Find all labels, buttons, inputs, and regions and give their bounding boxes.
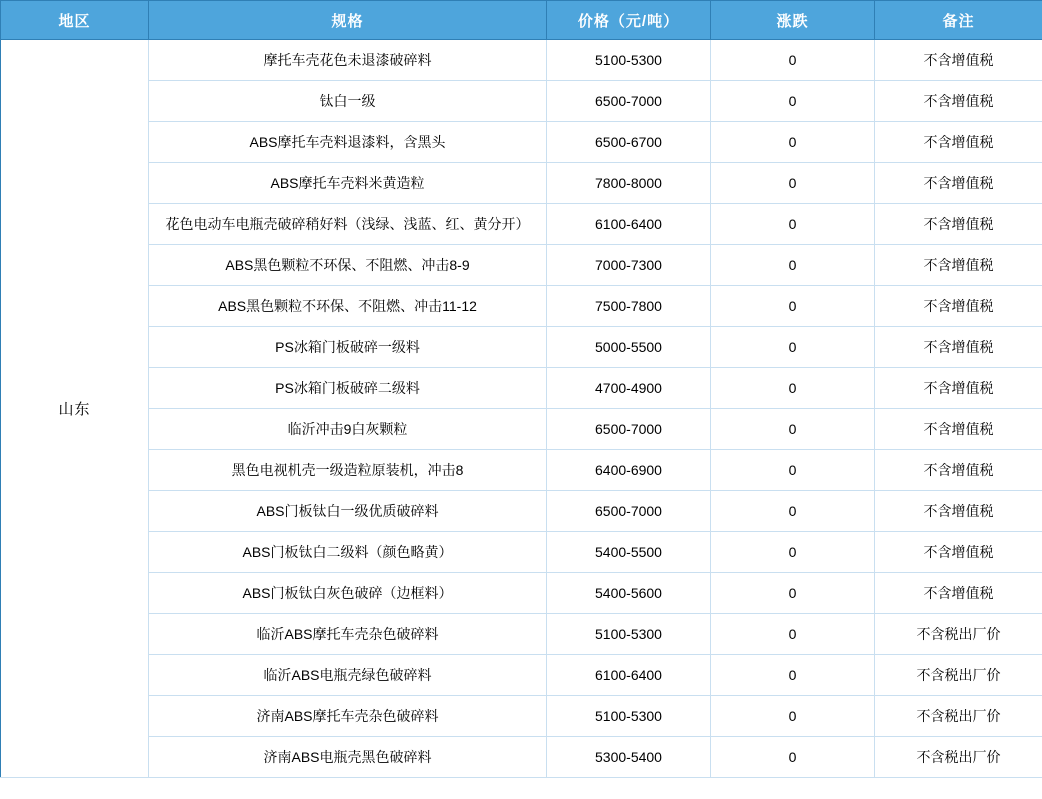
- spec-cell: 钛白一级: [149, 81, 547, 122]
- table-row: [1, 409, 1042, 450]
- note-cell: 不含增值税: [875, 245, 1042, 286]
- change-cell: 0: [711, 163, 875, 204]
- change-cell: 0: [711, 204, 875, 245]
- note-cell: 不含税出厂价: [875, 614, 1042, 655]
- change-cell: 0: [711, 81, 875, 122]
- note-cell: 不含增值税: [875, 122, 1042, 163]
- change-cell: 0: [711, 409, 875, 450]
- spec-cell: ABS门板钛白二级料（颜色略黄）: [149, 532, 547, 573]
- price-cell: 6500-7000: [547, 491, 711, 532]
- change-cell: 0: [711, 286, 875, 327]
- spec-cell: PS冰箱门板破碎二级料: [149, 368, 547, 409]
- change-cell: 0: [711, 655, 875, 696]
- table-row: [1, 204, 1042, 245]
- table-header: [1, 1, 1042, 40]
- change-cell: 0: [711, 450, 875, 491]
- price-cell: 5300-5400: [547, 737, 711, 778]
- change-cell: 0: [711, 368, 875, 409]
- change-cell: 0: [711, 573, 875, 614]
- column-header-spec: 规格: [149, 1, 547, 40]
- price-cell: 7800-8000: [547, 163, 711, 204]
- price-cell: 7000-7300: [547, 245, 711, 286]
- table-row: [1, 696, 1042, 737]
- spec-cell: 济南ABS摩托车壳杂色破碎料: [149, 696, 547, 737]
- table-row: [1, 245, 1042, 286]
- spec-cell: 摩托车壳花色未退漆破碎料: [149, 40, 547, 81]
- price-cell: 6500-7000: [547, 409, 711, 450]
- note-cell: 不含增值税: [875, 327, 1042, 368]
- price-cell: 6500-6700: [547, 122, 711, 163]
- change-cell: 0: [711, 122, 875, 163]
- change-cell: 0: [711, 532, 875, 573]
- spec-cell: 临沂ABS电瓶壳绿色破碎料: [149, 655, 547, 696]
- region-cell: 山东: [1, 40, 149, 778]
- note-cell: 不含增值税: [875, 532, 1042, 573]
- price-cell: 5400-5500: [547, 532, 711, 573]
- table-row: [1, 81, 1042, 122]
- table-row: [1, 286, 1042, 327]
- table-row: [1, 737, 1042, 778]
- change-cell: 0: [711, 614, 875, 655]
- price-cell: 5400-5600: [547, 573, 711, 614]
- change-cell: 0: [711, 491, 875, 532]
- price-cell: 5100-5300: [547, 40, 711, 81]
- table-row: [1, 614, 1042, 655]
- note-cell: 不含税出厂价: [875, 696, 1042, 737]
- table-row: [1, 573, 1042, 614]
- change-cell: 0: [711, 696, 875, 737]
- change-cell: 0: [711, 737, 875, 778]
- note-cell: 不含增值税: [875, 450, 1042, 491]
- price-cell: 5100-5300: [547, 696, 711, 737]
- price-cell: 6100-6400: [547, 655, 711, 696]
- price-cell: 6500-7000: [547, 81, 711, 122]
- note-cell: 不含增值税: [875, 163, 1042, 204]
- table-row: [1, 655, 1042, 696]
- note-cell: 不含增值税: [875, 286, 1042, 327]
- note-cell: 不含增值税: [875, 40, 1042, 81]
- note-cell: 不含税出厂价: [875, 737, 1042, 778]
- spec-cell: 花色电动车电瓶壳破碎稍好料（浅绿、浅蓝、红、黄分开）: [149, 204, 547, 245]
- note-cell: 不含增值税: [875, 573, 1042, 614]
- price-cell: 6400-6900: [547, 450, 711, 491]
- spec-cell: 临沂冲击9白灰颗粒: [149, 409, 547, 450]
- note-cell: 不含税出厂价: [875, 655, 1042, 696]
- table-row: [1, 450, 1042, 491]
- table-row: [1, 163, 1042, 204]
- spec-cell: ABS黑色颗粒不环保、不阻燃、冲击11-12: [149, 286, 547, 327]
- spec-cell: ABS摩托车壳料米黄造粒: [149, 163, 547, 204]
- spec-cell: 济南ABS电瓶壳黑色破碎料: [149, 737, 547, 778]
- change-cell: 0: [711, 327, 875, 368]
- change-cell: 0: [711, 245, 875, 286]
- change-cell: 0: [711, 40, 875, 81]
- price-cell: 4700-4900: [547, 368, 711, 409]
- table-header-row: [1, 1, 1042, 40]
- spec-cell: ABS门板钛白灰色破碎（边框料）: [149, 573, 547, 614]
- column-header-change: 涨跌: [711, 1, 875, 40]
- note-cell: 不含增值税: [875, 204, 1042, 245]
- spec-cell: 临沂ABS摩托车壳杂色破碎料: [149, 614, 547, 655]
- price-cell: 7500-7800: [547, 286, 711, 327]
- table-row: [1, 122, 1042, 163]
- note-cell: 不含增值税: [875, 368, 1042, 409]
- note-cell: 不含增值税: [875, 491, 1042, 532]
- column-header-region: 地区: [1, 1, 149, 40]
- spec-cell: ABS黑色颗粒不环保、不阻燃、冲击8-9: [149, 245, 547, 286]
- spec-cell: PS冰箱门板破碎一级料: [149, 327, 547, 368]
- table-row: [1, 532, 1042, 573]
- table-row: [1, 40, 1042, 81]
- note-cell: 不含增值税: [875, 81, 1042, 122]
- column-header-price: 价格（元/吨）: [547, 1, 711, 40]
- price-cell: 6100-6400: [547, 204, 711, 245]
- spec-cell: 黑色电视机壳一级造粒原装机，冲击8: [149, 450, 547, 491]
- price-cell: 5100-5300: [547, 614, 711, 655]
- table-row: [1, 491, 1042, 532]
- spec-cell: ABS摩托车壳料退漆料，含黑头: [149, 122, 547, 163]
- table-row: [1, 327, 1042, 368]
- column-header-note: 备注: [875, 1, 1042, 40]
- price-cell: 5000-5500: [547, 327, 711, 368]
- spec-cell: ABS门板钛白一级优质破碎料: [149, 491, 547, 532]
- table-body: [1, 40, 1042, 778]
- note-cell: 不含增值税: [875, 409, 1042, 450]
- table-row: [1, 368, 1042, 409]
